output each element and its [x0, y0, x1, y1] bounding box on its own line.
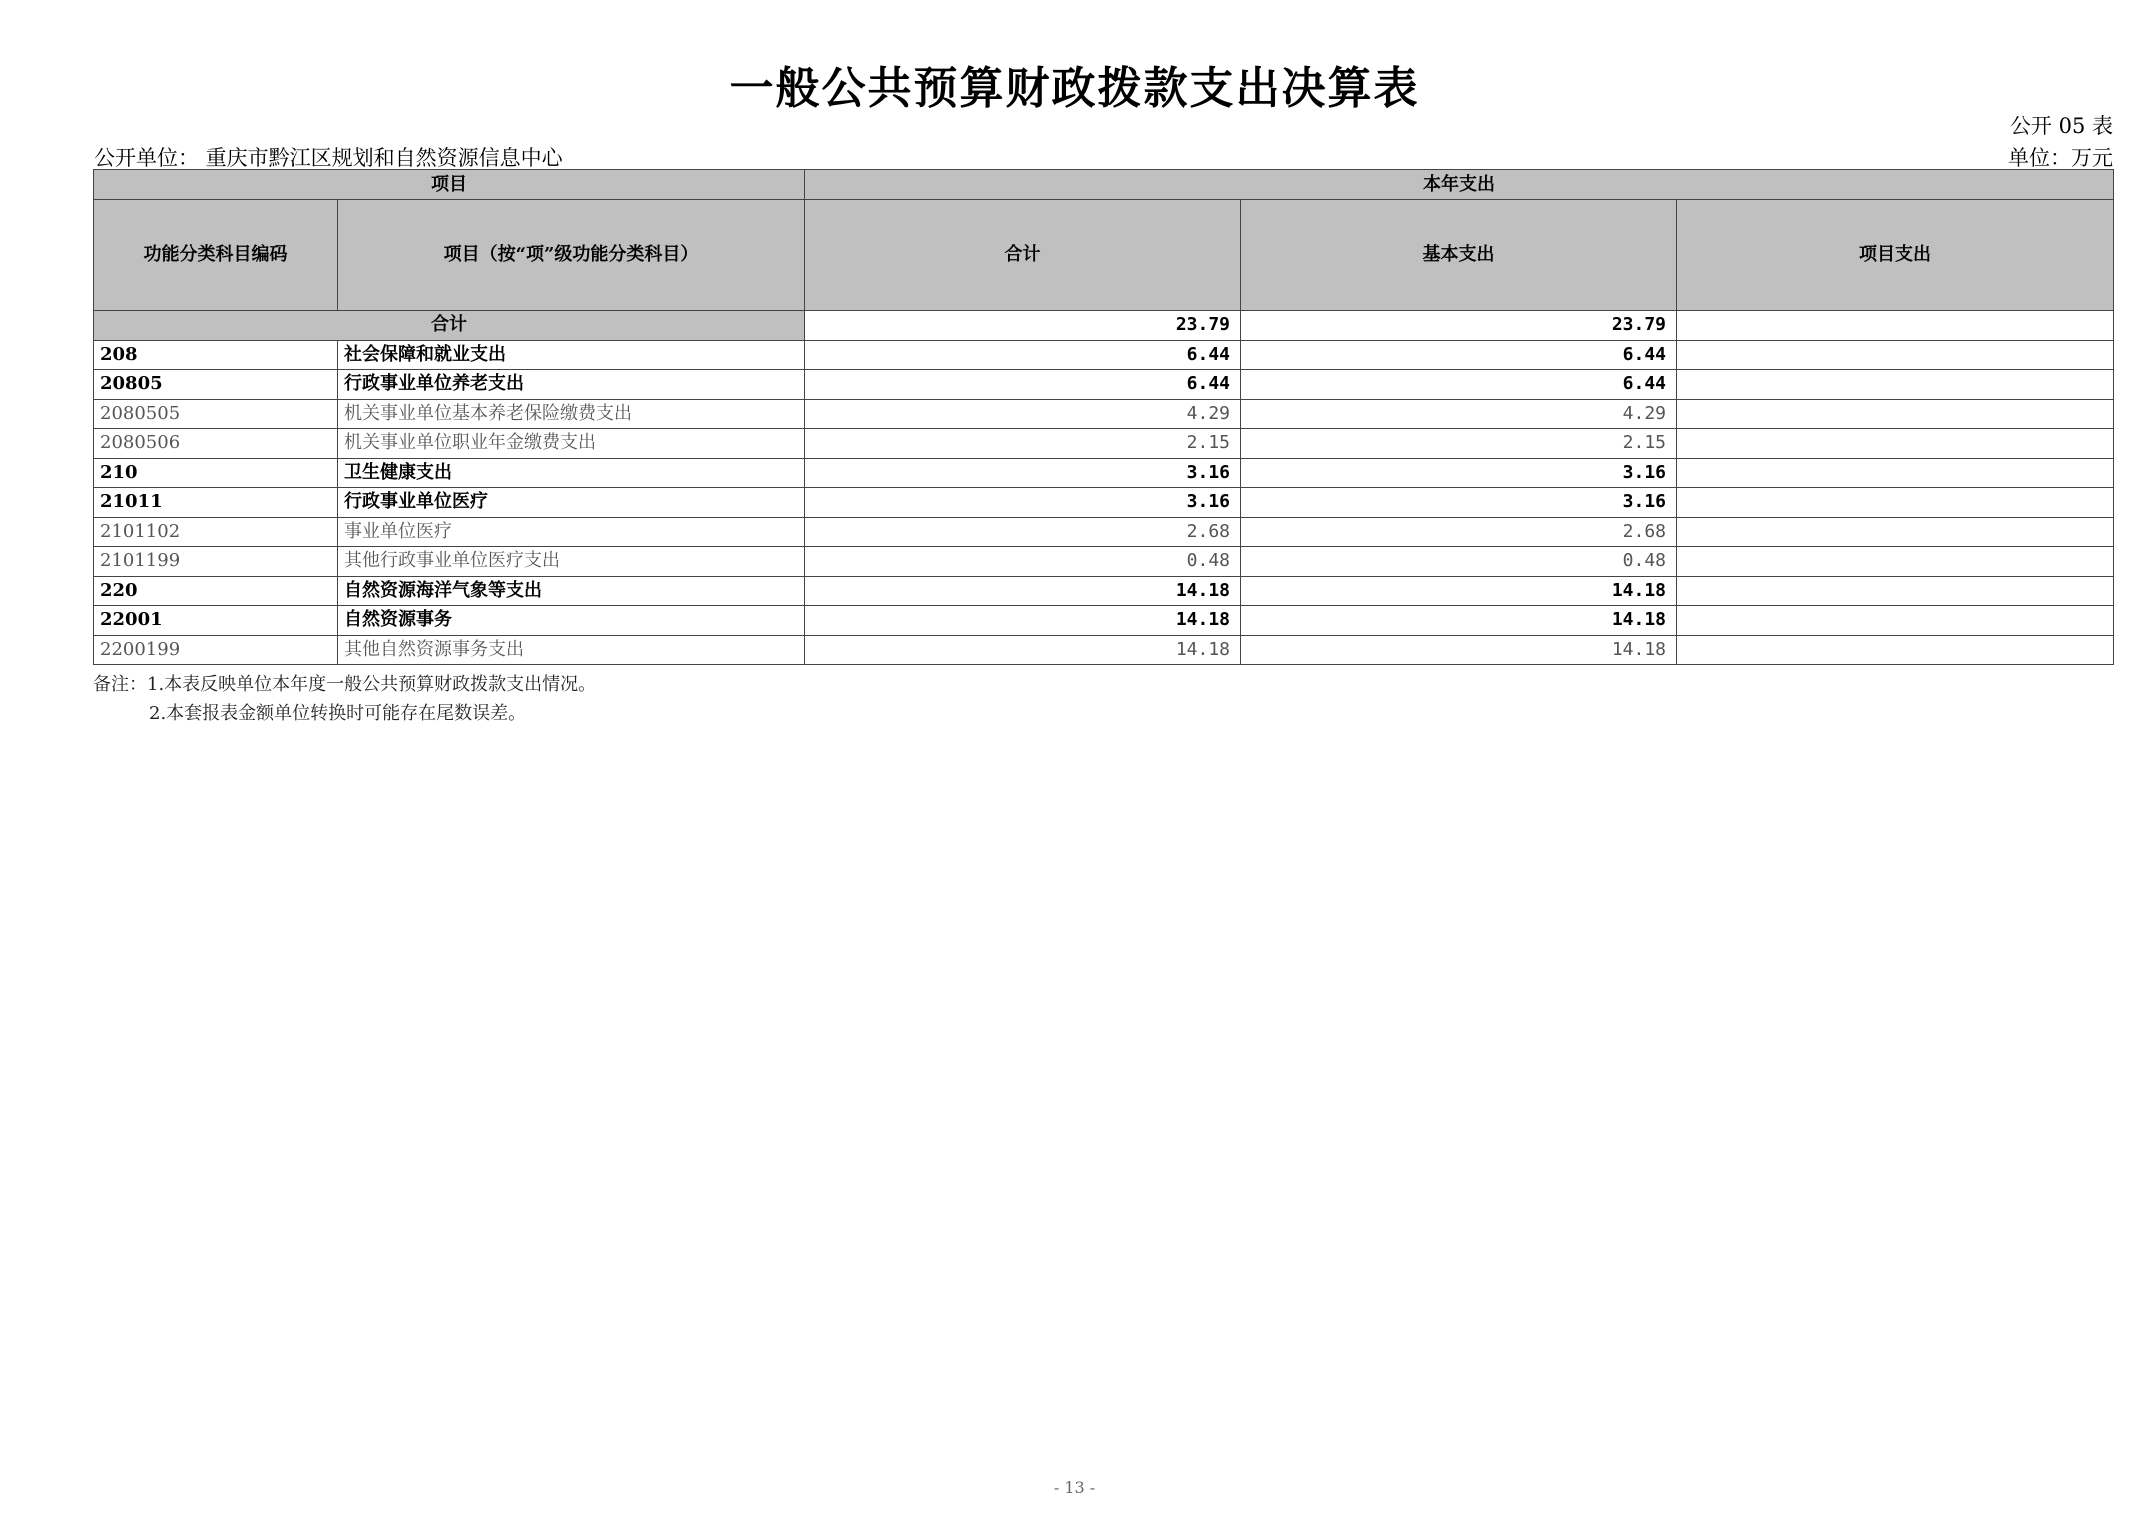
- row-name: 其他行政事业单位医疗支出: [338, 547, 805, 577]
- row-name: 自然资源海洋气象等支出: [338, 576, 805, 606]
- row-basic: 2.15: [1241, 429, 1677, 459]
- row-code: 2101102: [94, 517, 338, 547]
- table-row: [94, 606, 2114, 636]
- row-project: [1677, 606, 2114, 636]
- row-total: 3.16: [805, 488, 1241, 518]
- table-row: [94, 547, 2114, 577]
- total-basic: 23.79: [1241, 311, 1677, 341]
- row-code: 220: [94, 576, 338, 606]
- row-basic: 14.18: [1241, 635, 1677, 665]
- row-total: 14.18: [805, 635, 1241, 665]
- total-label: 合计: [94, 311, 805, 341]
- header-row-group: [94, 170, 2114, 200]
- row-project: [1677, 517, 2114, 547]
- page-title: 一般公共预算财政拨款支出决算表: [729, 63, 1420, 114]
- row-name: 机关事业单位职业年金缴费支出: [338, 429, 805, 459]
- row-code: 22001: [94, 606, 338, 636]
- table-row: [94, 429, 2114, 459]
- row-project: [1677, 635, 2114, 665]
- row-basic: 4.29: [1241, 399, 1677, 429]
- note-line-2: 2.本套报表金额单位转换时可能存在尾数误差。: [149, 703, 527, 724]
- row-total: 3.16: [805, 458, 1241, 488]
- row-total: 0.48: [805, 547, 1241, 577]
- header-expense-group: 本年支出: [805, 170, 2114, 200]
- row-total: 6.44: [805, 340, 1241, 370]
- row-basic: 2.68: [1241, 517, 1677, 547]
- row-total: 14.18: [805, 576, 1241, 606]
- row-total: 2.68: [805, 517, 1241, 547]
- form-number: 公开 05 表: [2009, 114, 2113, 138]
- header-row-columns: [94, 200, 2114, 311]
- table-row: [94, 399, 2114, 429]
- header-basic-col: 基本支出: [1241, 200, 1677, 311]
- row-basic: 14.18: [1241, 606, 1677, 636]
- reporting-unit: 公开单位： 重庆市黔江区规划和自然资源信息中心: [94, 146, 563, 170]
- total-row: [94, 311, 2114, 341]
- row-code: 21011: [94, 488, 338, 518]
- row-total: 14.18: [805, 606, 1241, 636]
- row-code: 20805: [94, 370, 338, 400]
- row-total: 6.44: [805, 370, 1241, 400]
- row-project: [1677, 340, 2114, 370]
- row-basic: 3.16: [1241, 458, 1677, 488]
- row-basic: 14.18: [1241, 576, 1677, 606]
- total-amount: 23.79: [805, 311, 1241, 341]
- row-code: 2080506: [94, 429, 338, 459]
- row-name: 自然资源事务: [338, 606, 805, 636]
- row-project: [1677, 576, 2114, 606]
- table-row: [94, 340, 2114, 370]
- row-name: 其他自然资源事务支出: [338, 635, 805, 665]
- row-name: 行政事业单位医疗: [338, 488, 805, 518]
- money-unit: 单位：万元: [2008, 146, 2113, 170]
- row-code: 208: [94, 340, 338, 370]
- row-basic: 6.44: [1241, 340, 1677, 370]
- row-name: 行政事业单位养老支出: [338, 370, 805, 400]
- page-number: - 13 -: [1053, 1478, 1096, 1497]
- row-total: 2.15: [805, 429, 1241, 459]
- table-row: [94, 517, 2114, 547]
- notes: [93, 670, 596, 728]
- row-name: 事业单位医疗: [338, 517, 805, 547]
- header-total-col: 合计: [805, 200, 1241, 311]
- row-basic: 6.44: [1241, 370, 1677, 400]
- row-name: 机关事业单位基本养老保险缴费支出: [338, 399, 805, 429]
- header-project-group: 项目: [94, 170, 805, 200]
- table-row: [94, 488, 2114, 518]
- row-project: [1677, 370, 2114, 400]
- header-name-col: 项目（按“项”级功能分类科目）: [338, 200, 805, 311]
- row-code: 2200199: [94, 635, 338, 665]
- row-basic: 3.16: [1241, 488, 1677, 518]
- row-basic: 0.48: [1241, 547, 1677, 577]
- row-code: 210: [94, 458, 338, 488]
- row-project: [1677, 458, 2114, 488]
- row-project: [1677, 399, 2114, 429]
- row-name: 社会保障和就业支出: [338, 340, 805, 370]
- row-code: 2101199: [94, 547, 338, 577]
- header-code-col: 功能分类科目编码: [94, 200, 338, 311]
- table-row: [94, 576, 2114, 606]
- row-project: [1677, 488, 2114, 518]
- row-name: 卫生健康支出: [338, 458, 805, 488]
- expenditure-table: [93, 169, 2114, 665]
- row-project: [1677, 429, 2114, 459]
- row-code: 2080505: [94, 399, 338, 429]
- header-project-col: 项目支出: [1677, 200, 2114, 311]
- table-row: [94, 370, 2114, 400]
- table-row: [94, 458, 2114, 488]
- note-line-1: 备注：1.本表反映单位本年度一般公共预算财政拨款支出情况。: [93, 674, 597, 695]
- total-project: [1677, 311, 2114, 341]
- table-row: [94, 635, 2114, 665]
- row-project: [1677, 547, 2114, 577]
- row-total: 4.29: [805, 399, 1241, 429]
